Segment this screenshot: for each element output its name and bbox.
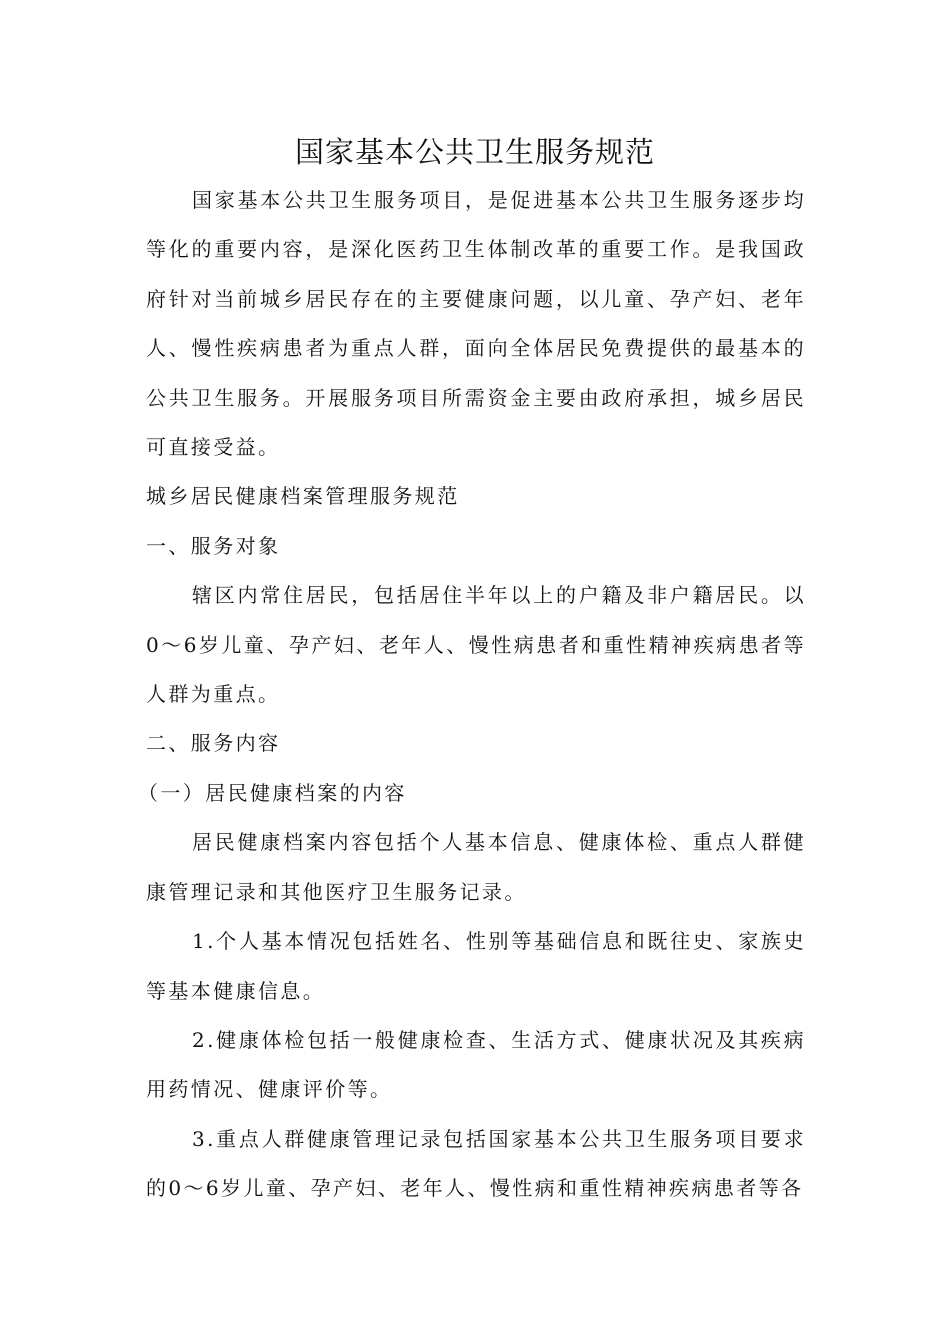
content-paragraph: 居民健康档案内容包括个人基本信息、健康体检、重点人群健康管理记录和其他医疗卫生服务记录。 [146,830,806,904]
sub-subsection-heading: （一）居民健康档案的内容 [138,780,407,805]
intro-paragraph: 国家基本公共卫生服务项目，是促进基本公共卫生服务逐步均等化的重要内容，是深化医药卫生体制改革的重要工作。是我国政府针对当前城乡居民存在的主要健康问题，以儿童、孕产妇、老年人、慢性疾病患者为重点人群，面向全体居民免费提供的最基本的公共卫生服务。开展服务项目所需资金主要由政府承担，城乡居民可直接受益。 [146,188,806,460]
list-item: 2.健康体检包括一般健康检查、生活方式、健康状况及其疾病用药情况、健康评价等。 [146,1027,806,1102]
list-item: 1.个人基本情况包括姓名、性别等基础信息和既往史、家族史等基本健康信息。 [146,929,806,1003]
list-item: 3.重点人群健康管理记录包括国家基本公共卫生服务项目要求的0～6岁儿童、孕产妇、老年人、慢性病和重性精神疾病患者等各 [146,1126,806,1201]
subsection-heading: 二、服务内容 [146,731,281,756]
service-target-paragraph: 辖区内常住居民，包括居住半年以上的户籍及非户籍居民。以0～6岁儿童、孕产妇、老年人、慢性病患者和重性精神疾病患者等人群为重点。 [146,583,806,707]
document-body [138,176,806,1214]
subsection-heading: 一、服务对象 [146,533,281,558]
document-title: 国家基本公共卫生服务规范 [294,135,655,169]
section-heading: 城乡居民健康档案管理服务规范 [146,484,460,509]
